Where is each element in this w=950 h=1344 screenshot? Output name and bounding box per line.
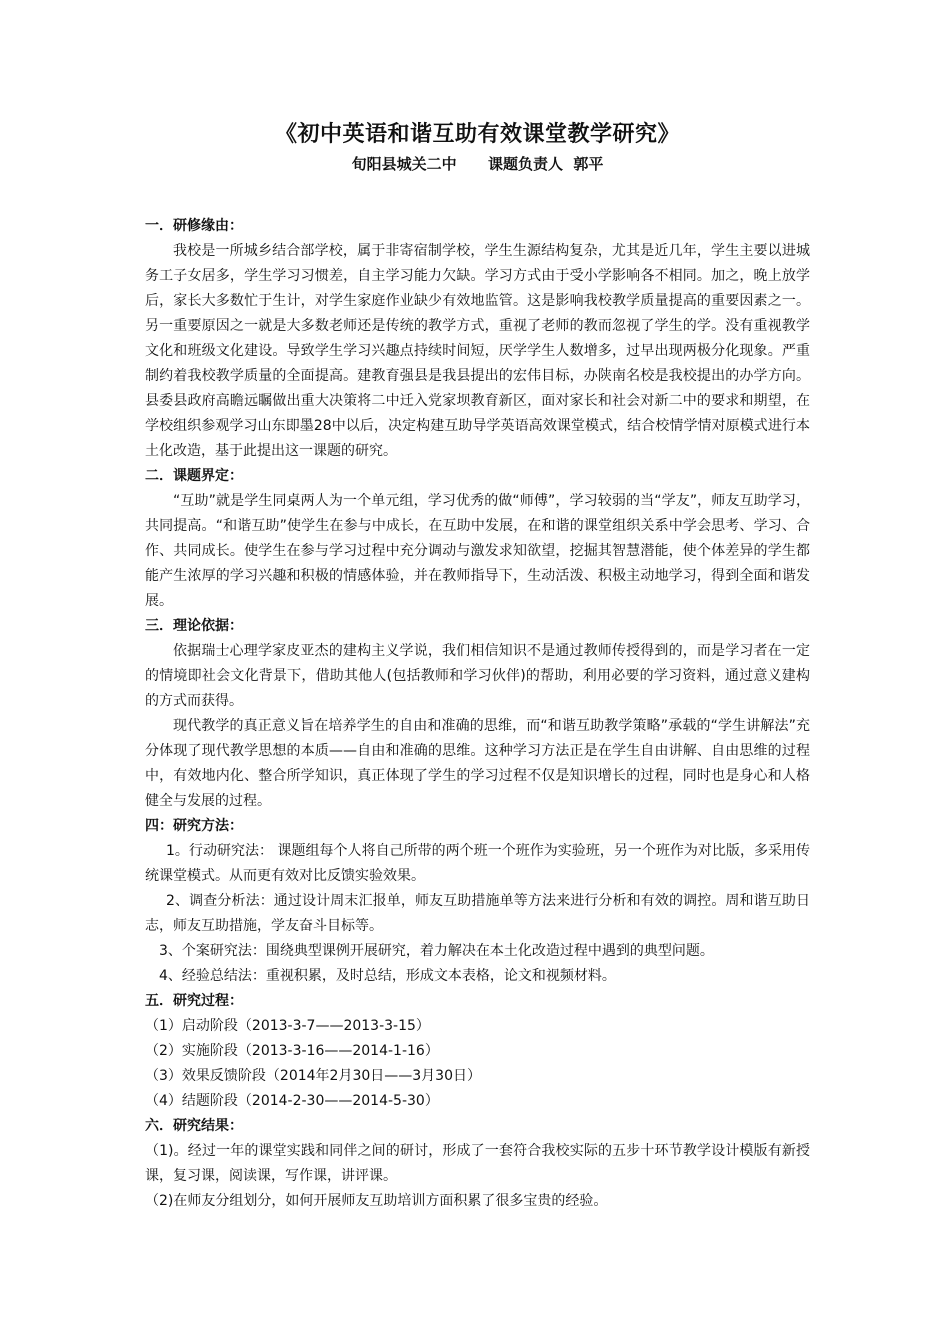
method-item: 3、个案研究法：围绕典型课例开展研究，着力解决在本土化改造过程中遇到的典型问题。 bbox=[159, 943, 714, 959]
section-results bbox=[145, 1114, 810, 1214]
document-subtitle: 旬阳县城关二中 课题负责人 郭平 bbox=[351, 155, 604, 173]
stage-item: （1）启动阶段（2013-3-7——2013-3-15） bbox=[145, 1018, 430, 1034]
section-heading: 五．研究过程： bbox=[145, 993, 243, 1009]
document-page bbox=[145, 118, 810, 1214]
result-item: （2)在师友分组划分，如何开展师友互助培训方面积累了很多宝贵的经验。 bbox=[145, 1193, 608, 1209]
method-item: 1。行动研究法： 课题组每个人将自己所带的两个班一个班作为实验班，另一个班作为对比版，多采用传统课堂模式。从而更有效对比反馈实验效果。 bbox=[145, 843, 810, 884]
section-heading: 六．研究结果： bbox=[145, 1118, 243, 1134]
stage-item: （2）实施阶段（2013-3-16——2014-1-16） bbox=[145, 1043, 439, 1059]
section-paragraph: 依据瑞士心理学家皮亚杰的建构主义学说，我们相信知识不是通过教师传授得到的，而是学习者在一定的情境即社会文化背景下，借助其他人(包括教师和学习伙伴)的帮助，利用必要的学习资料，通过意义建构的方式而获得。 bbox=[145, 643, 810, 709]
section-reason bbox=[145, 214, 810, 464]
section-heading: 二．课题界定： bbox=[145, 468, 243, 484]
section-paragraph: 我校是一所城乡结合部学校，属于非寄宿制学校，学生生源结构复杂，尤其是近几年，学生主要以进城务工子女居多，学生学习习惯差，自主学习能力欠缺。学习方式由于受小学影响各不相同。加之，晚上放学后，家长大多数忙于生计，对学生家庭作业缺少有效地监管。这是影响我校教学质量提高的重要因素之一。另一重要原因之一就是大多数老师还是传统的教学方式，重视了老师的教而忽视了学生的学。没有重视教学文化和班级文化建设。导致学生学习兴趣点持续时间短，厌学学生人数增多，过早出现两极分化现象。严重制约着我校教学质量的全面提高。建教育强县是我县提出的宏伟目标，办陕南名校是我校提出的办学方向。县委县政府高瞻远瞩做出重大决策将二中迁入党家坝教育新区，面对家长和社会对新二中的要求和期望，在学校组织参观学习山东即墨28中以后，决定构建互助导学英语高效课堂模式，结合校情学情对原模式进行本土化改造，基于此提出这一课题的研究。 bbox=[145, 243, 810, 459]
section-heading: 一．研修缘由： bbox=[145, 218, 243, 234]
section-process bbox=[145, 989, 810, 1114]
document-title: 《初中英语和谐互助有效课堂教学研究》 bbox=[274, 122, 680, 147]
method-item: 2、调查分析法：通过设计周末汇报单，师友互助措施单等方法来进行分析和有效的调控。周和谐互助日志，师友互助措施，学友奋斗目标等。 bbox=[145, 893, 810, 934]
section-heading: 四：研究方法： bbox=[145, 818, 243, 834]
result-item: （1)。经过一年的课堂实践和同伴之间的研讨，形成了一套符合我校实际的五步十环节教学设计模版有新授课，复习课，阅读课，写作课，讲评课。 bbox=[145, 1143, 810, 1184]
section-definition bbox=[145, 464, 810, 614]
method-item: 4、经验总结法：重视积累，及时总结，形成文本表格，论文和视频材料。 bbox=[159, 968, 616, 984]
section-heading: 三．理论依据： bbox=[145, 618, 243, 634]
stage-item: （4）结题阶段（2014-2-30——2014-5-30） bbox=[145, 1093, 439, 1109]
section-theory bbox=[145, 614, 810, 814]
section-methods bbox=[145, 814, 810, 989]
stage-item: （3）效果反馈阶段（2014年2月30日——3月30日） bbox=[145, 1068, 481, 1084]
section-paragraph: 现代教学的真正意义旨在培养学生的自由和准确的思维，而“和谐互助教学策略”承载的“学生讲解法”充分体现了现代教学思想的本质——自由和准确的思维。这种学习方法正是在学生自由讲解、自由思维的过程中，有效地内化、整合所学知识，真正体现了学生的学习过程不仅是知识增长的过程，同时也是身心和人格健全与发展的过程。 bbox=[145, 718, 810, 809]
section-paragraph: “互助”就是学生同桌两人为一个单元组，学习优秀的做“师傅”，学习较弱的当“学友”，师友互助学习，共同提高。“和谐互助”使学生在参与中成长，在互助中发展，在和谐的课堂组织关系中学会思考、学习、合作、共同成长。使学生在参与学习过程中充分调动与激发求知欲望，挖掘其智慧潜能，使个体差异的学生都能产生浓厚的学习兴趣和积极的情感体验，并在教师指导下，生动活泼、积极主动地学习，得到全面和谐发展。 bbox=[145, 493, 810, 609]
